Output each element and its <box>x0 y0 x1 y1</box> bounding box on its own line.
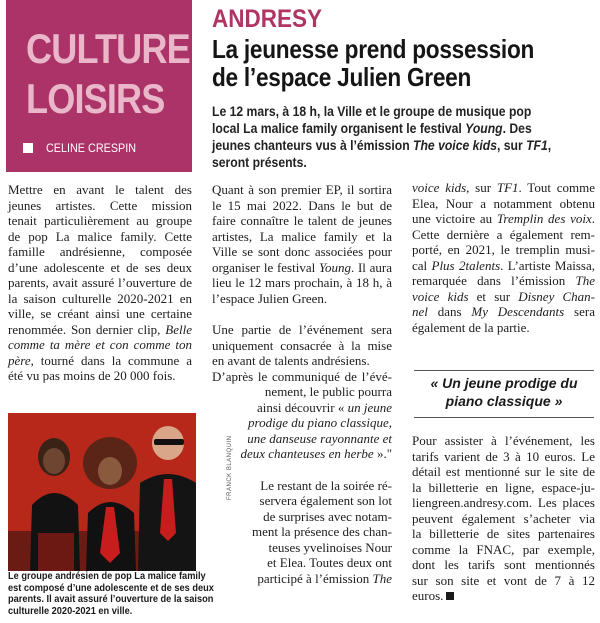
text-line: la billetterie en ligne, espace-ju- <box>412 479 595 495</box>
text-line: la saison culturelle 2020-2021 en <box>8 290 192 306</box>
text-line: remarquée dans l’émission The <box>412 273 595 288</box>
text-line: comme la FNAC, par exemple, <box>412 541 595 557</box>
lead-line: jeunes chanteurs vus à l’émission The voice kids, sur TF1, <box>212 137 552 153</box>
text-line: D’après le communiqué de l’évé- <box>212 368 392 384</box>
text-line: prodige du piano classique, <box>248 415 392 430</box>
text-line: porté, en 2021, le tremplin musi- <box>412 242 595 257</box>
text-line: le 15 mai 2022. Dans le but de <box>212 197 392 213</box>
rubric-title-line1: CULTURE <box>26 25 190 72</box>
band-photo-illustration <box>8 413 196 571</box>
text-line: liengreen.andresy.com. Les places <box>412 495 595 510</box>
text-line: Pour assister à l’événement, les <box>412 433 595 448</box>
text-line: deux chanteuses en herbe »." <box>240 446 392 461</box>
author-name: CELINE CRESPIN <box>46 141 137 155</box>
text-line: cal Plus 2talents. L’artiste Maissa, <box>412 257 595 273</box>
text-line: artistes, La malice family et la <box>212 228 392 244</box>
text-line: organiser le festival Young. Il aura <box>212 259 393 275</box>
text-line: parents, avait assuré l’ouverture de <box>8 275 192 290</box>
text-line: et Elea. Toutes deux ont <box>267 555 392 570</box>
rubric-title-line2: LOISIRS <box>26 75 165 122</box>
column-1 <box>8 182 192 384</box>
lead-line: Le 12 mars, à 18 h, la Ville et le groupe de musique pop <box>212 103 532 119</box>
photo-caption <box>8 570 214 617</box>
text-line: ville, se créant ainsi une certaine <box>8 306 192 321</box>
text-line: uniquement consacrée à la mise <box>212 337 392 353</box>
band-photo <box>8 413 196 571</box>
text-line: détail est mentionné sur le site de <box>412 464 595 479</box>
text-line: ment la présence des chan- <box>251 524 392 539</box>
text-line: tenait particulièrement au groupe <box>8 213 192 228</box>
headline-line: de l’espace Julien Green <box>212 62 472 92</box>
photo-credit: FRANCK BLANQUIN <box>227 435 233 500</box>
text-line: jeunes artistes. Cette mission <box>8 197 192 213</box>
lead-line: local La malice family organisent le festival Young. Des <box>212 120 532 136</box>
text-line: comme ta mère et con comme ton <box>8 337 192 352</box>
text-line: nel dans My Descendants sera <box>412 304 595 319</box>
text-line: faire connaître le talent de jeunes <box>212 213 392 228</box>
text-line: Mettre en avant le talent des <box>8 182 192 197</box>
text-line: teuses yvelinoises Nour <box>268 539 392 555</box>
pull-quote-text <box>414 374 594 410</box>
text-line: une danseuse rayonnante et <box>247 430 392 446</box>
text-line: nement, le public pourra <box>264 384 392 399</box>
text-line: père, tourné dans la commune a <box>8 352 192 368</box>
lead-line: seront présents. <box>212 154 307 170</box>
text-line: lieu le 12 mars prochain, à 18 h, à <box>212 275 392 290</box>
text-line: de pop La malice family. Cette <box>8 228 192 244</box>
text-line: peuvent également s’acheter via <box>412 510 595 526</box>
headline-line: La jeunesse prend possession <box>212 34 535 64</box>
headline <box>212 35 586 91</box>
text-line: l’espace Julien Green. <box>212 290 328 306</box>
text-line: également de la partie. <box>412 319 530 335</box>
lead-paragraph <box>212 103 595 171</box>
text-line: dont les tarifs sont mentionnés <box>412 557 595 572</box>
pull-quote-line: piano classique » <box>445 393 563 409</box>
text-line: sur son site et vont de 7 à 12 <box>412 572 595 588</box>
pull-quote-line: « Un jeune prodige du <box>430 375 578 391</box>
caption-line: parents. Il avait assuré l’ouverture de la saison <box>8 593 214 605</box>
text-line: famille andrésienne, composée <box>8 244 192 259</box>
end-mark-icon <box>446 592 454 600</box>
text-line: Le restant de la soirée ré- <box>260 477 392 493</box>
text-line: participé à l’émission The <box>257 570 392 586</box>
column-3 <box>412 180 595 335</box>
kicker: ANDRESY <box>212 5 323 33</box>
text-line: une victoire au Tremplin des voix. <box>412 211 595 226</box>
text-line: en avant de talents andrésiens. <box>212 353 370 368</box>
text-line: tarifs varient de 3 à 10 euros. Le <box>412 448 595 464</box>
caption-line: culturelle 2020-2021 en ville. <box>8 604 133 617</box>
text-line: d’une adolescente et de ses deux <box>8 259 192 275</box>
text-line: Ville se sont donc associées pour <box>212 244 392 259</box>
text-line <box>412 588 595 604</box>
text-line: Cette dernière a également rem- <box>412 226 595 242</box>
text-line: renommée. Son dernier clip, Belle <box>8 321 192 337</box>
author-square-icon <box>23 143 33 153</box>
text-line: voice kids et sur Disney Chan- <box>412 288 595 304</box>
text-line: servera également son lot <box>259 493 392 508</box>
text-line: de surprises avec notam- <box>263 508 392 524</box>
text-line: voice kids, sur TF1. Tout comme <box>412 180 595 195</box>
text-line: Quant à son premier EP, il sortira <box>212 182 392 197</box>
caption-line: est composé d’une adolescente et de ses deux <box>8 581 214 594</box>
text-line: Elea, Nour a notamment obtenu <box>412 195 595 211</box>
column-3-continued <box>412 433 595 604</box>
text-line: été vu pas moins de 20 000 fois. <box>8 368 176 383</box>
text-line: la billetterie de sites partenaires <box>412 526 595 541</box>
caption-line: Le groupe andrésien de pop La malice family <box>8 570 206 582</box>
text-line: ainsi découvrir « un jeune <box>256 399 392 415</box>
text-line: Une partie de l’événement sera <box>212 322 392 337</box>
column-2 <box>212 182 392 586</box>
text-line-end: euros. <box>412 588 444 603</box>
pull-quote <box>414 370 594 418</box>
